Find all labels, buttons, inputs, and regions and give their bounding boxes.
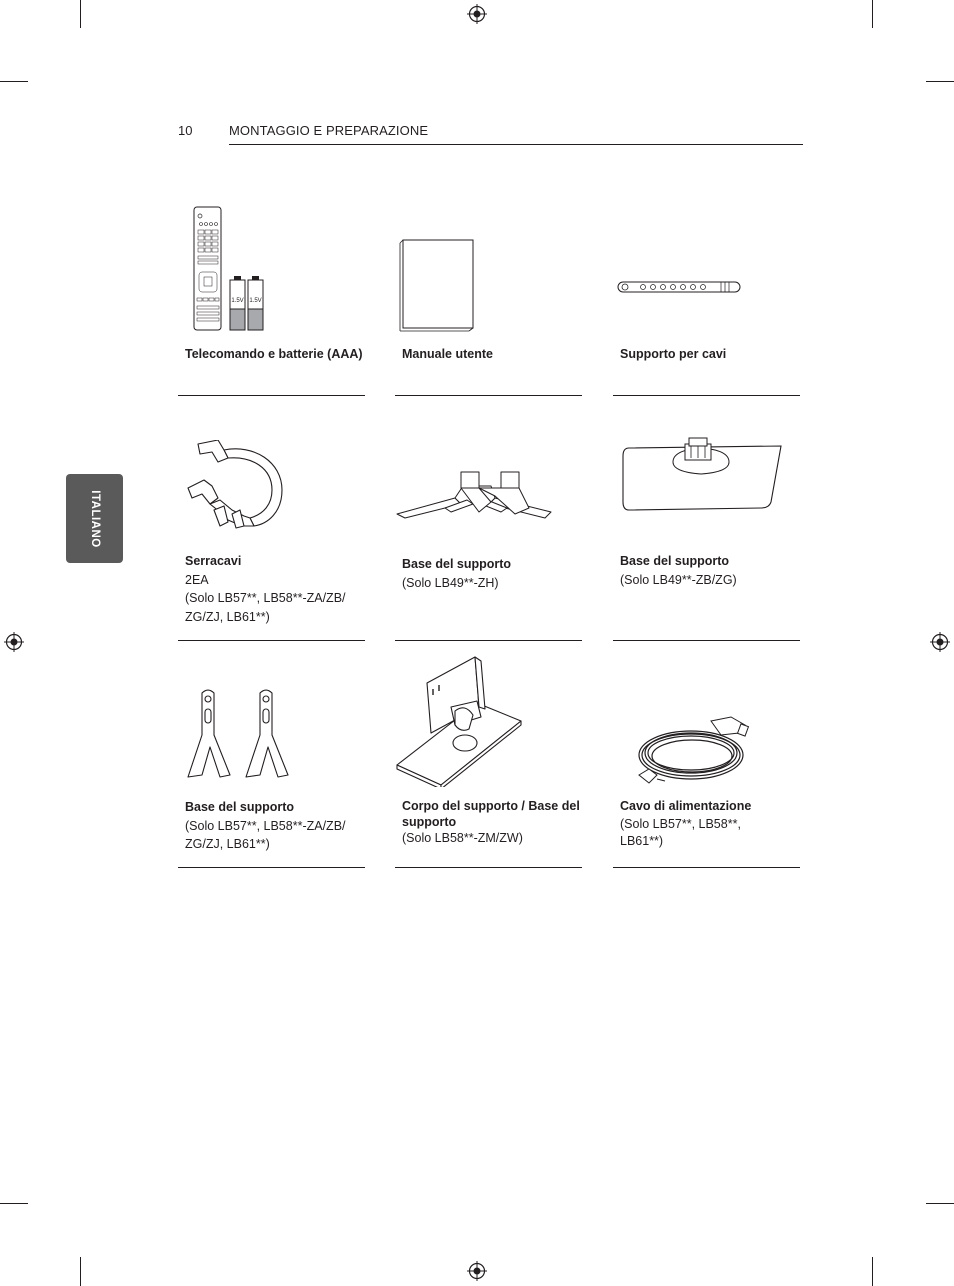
registration-mark-icon [467,4,487,24]
item-caption [185,552,363,626]
item-rule [395,867,582,868]
item-caption [620,552,798,589]
stand-base-icon [395,468,557,524]
item-name: Telecomando e batterie (AAA) [185,347,363,361]
item-stand-base-zh [395,396,582,641]
page-number: 10 [178,123,193,138]
item-detail: ZG/ZJ, LB61**) [185,837,270,851]
item-name: Base del supporto [620,554,730,568]
item-stand-base-zbzg [613,396,800,641]
item-caption [402,345,580,364]
svg-text:1.5V: 1.5V [231,298,244,304]
item-name: Base del supporto [402,557,512,571]
item-rule [613,867,800,868]
stand-body-icon [395,655,523,787]
section-title: MONTAGGIO E PREPARAZIONE [229,123,429,138]
item-caption [402,555,580,592]
power-cord-icon [635,713,753,787]
item-detail: LB61**) [620,834,664,848]
item-detail: (Solo LB57**, LB58**-ZA/ZB/ [185,591,346,605]
registration-mark-icon [930,632,950,652]
item-detail: (Solo LB49**-ZH) [402,575,499,590]
crop-mark [926,81,954,82]
item-user-manual [395,200,582,396]
remote-control-icon [192,206,292,332]
crop-mark [0,81,28,82]
stand-base-icon [621,436,785,514]
item-name: Base del supporto [185,800,295,814]
crop-mark [926,1203,954,1204]
battery-icon [248,276,263,330]
crop-mark [80,0,81,28]
item-cable-clamp [178,396,365,641]
language-tab [66,474,123,563]
cable-clamp-icon [184,440,288,536]
item-rule [178,867,365,868]
item-cable-holder [613,200,800,396]
item-detail: ZG/ZJ, LB61**) [185,609,270,624]
item-stand-body-base [395,641,582,868]
crop-mark [872,0,873,28]
crop-mark [872,1257,873,1286]
item-name: Corpo del supporto / Base del supporto [402,799,580,829]
item-name: Supporto per cavi [620,347,727,361]
item-caption [620,798,798,851]
item-remote-batteries [178,200,365,396]
item-caption [402,798,580,846]
item-detail: (Solo LB57**, LB58**, [620,816,741,831]
item-detail: 2EA [185,572,209,587]
crop-mark [80,1257,81,1286]
crop-mark [0,1203,28,1204]
item-detail: (Solo LB58**-ZM/ZW) [402,831,523,845]
registration-mark-icon [4,632,24,652]
item-caption [185,798,363,854]
stand-feet-icon [186,687,298,781]
item-stand-feet [178,641,365,868]
item-detail: (Solo LB49**-ZB/ZG) [620,572,737,587]
item-caption [620,345,798,364]
registration-mark-icon [467,1261,487,1281]
item-power-cord [613,641,800,868]
item-name: Serracavi [185,554,242,568]
language-tab-label: ITALIANO [88,489,101,548]
svg-text:1.5V: 1.5V [249,298,262,304]
cable-holder-icon [617,280,745,296]
manual-icon [399,238,479,334]
item-name: Cavo di alimentazione [620,799,752,813]
item-caption [185,345,363,364]
header-rule [229,144,803,145]
item-detail: (Solo LB57**, LB58**-ZA/ZB/ [185,818,346,833]
battery-icon [230,276,245,330]
item-name: Manuale utente [402,347,493,361]
